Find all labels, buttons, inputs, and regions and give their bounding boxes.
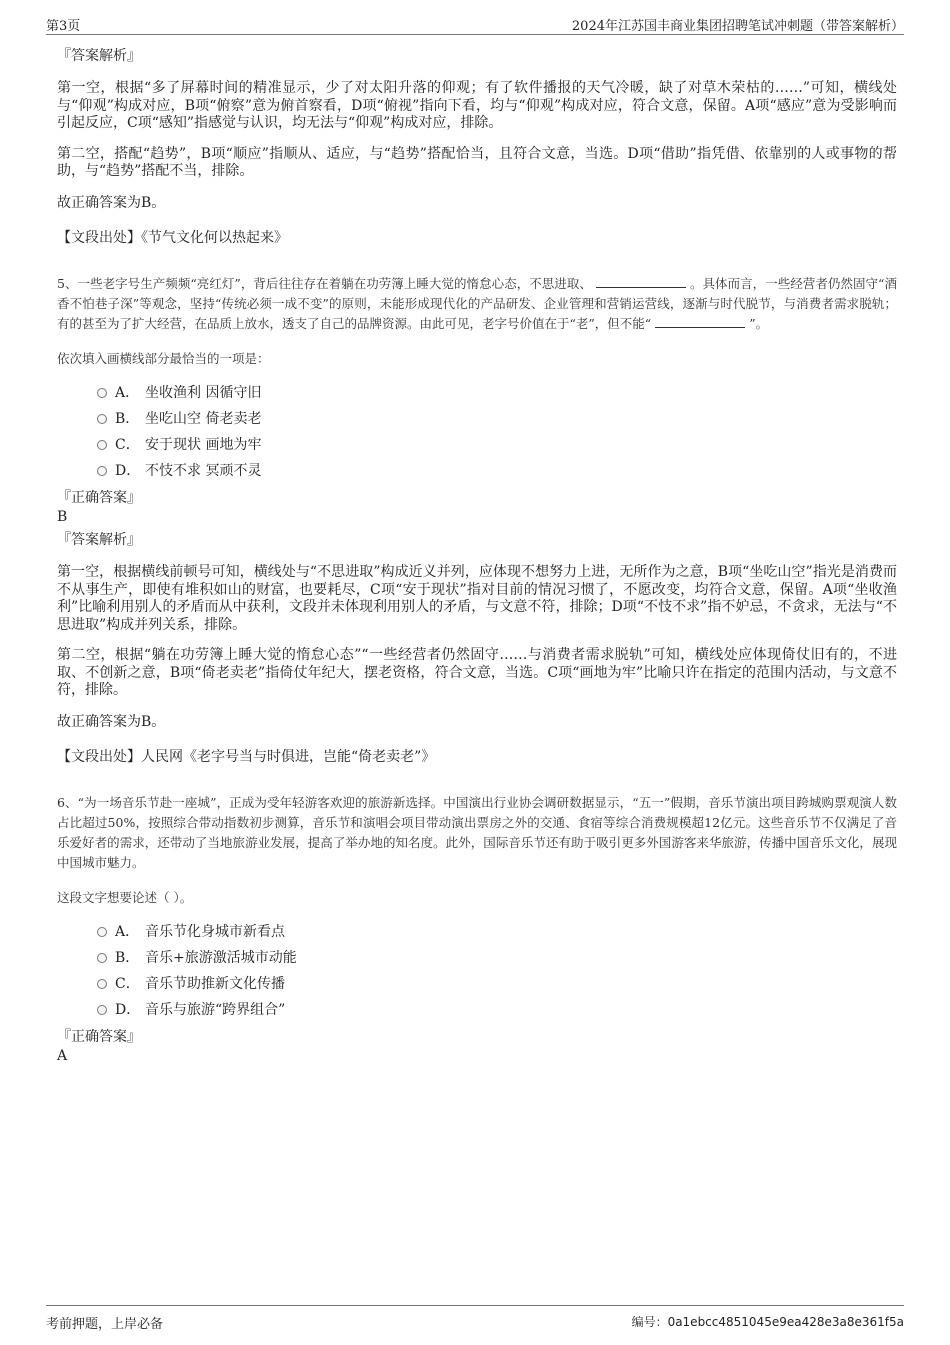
q5-analysis-para-2: 第二空，根据“躺在功劳簿上睡大觉的惰怠心态”“一些经营者仍然固守……与消费者需求脱轨”可知，横线处应体现倚仗旧有的，不进取、不创新之意，B项“倚老卖老”指倚仗年纪大，摆老资格，符合文意，当选。C项“画地为牢”比喻只许在指定的范围内活动，与文意不符，排除。 bbox=[57, 647, 897, 698]
q5-blank-2 bbox=[655, 315, 745, 328]
radio-icon[interactable] bbox=[97, 414, 107, 424]
q4-analysis-label: 『答案解析』 bbox=[57, 48, 141, 64]
q4-source: 【文段出处】《节气文化何以热起来》 bbox=[57, 230, 288, 246]
q5-options bbox=[57, 380, 897, 484]
page-header bbox=[46, 14, 904, 35]
q6-option-a[interactable]: A． 音乐节化身城市新看点 bbox=[97, 919, 897, 945]
q5-stem bbox=[57, 274, 897, 334]
radio-icon[interactable] bbox=[97, 440, 107, 450]
radio-icon[interactable] bbox=[97, 1005, 107, 1015]
q6-option-d[interactable]: D． 音乐与旅游“跨界组合” bbox=[97, 997, 897, 1023]
q6-prompt: 这段文字想要论述（ ）。 bbox=[57, 890, 193, 905]
q5-option-c[interactable]: C． 安于现状 画地为牢 bbox=[97, 432, 897, 458]
q6-option-c[interactable]: C． 音乐节助推新文化传播 bbox=[97, 971, 897, 997]
q5-stem-part-3: ”。 bbox=[749, 316, 769, 331]
q5-correct-label: 『正确答案』 bbox=[57, 490, 141, 506]
q6-correct-answer: A bbox=[57, 1048, 68, 1064]
q5-stem-part-2: 。具体而言，一些经营者仍然固守“酒香不怕巷子深”等观念，坚持“传统必须一成不变”的原则，未能形成现代化的产品研发、企业管理和营销运营线，逐渐与时代脱节，与消费者需求脱轨；有的甚至为了扩大经营，在品质上放水，透支了自己的品牌资源。由此可见，老字号价值在于“老”，但不能“ bbox=[57, 276, 897, 331]
q5-stem-part-1: 5、一些老字号生产频频“亮红灯”，背后往往存在着躺在功劳簿上睡大觉的惰怠心态，不思进取、 bbox=[57, 276, 592, 291]
footer-slogan: 考前押题，上岸必备 bbox=[46, 1317, 164, 1332]
page-number: 第3页 bbox=[46, 19, 81, 34]
q5-option-b[interactable]: B． 坐吃山空 倚老卖老 bbox=[97, 406, 897, 432]
page-footer bbox=[46, 1305, 904, 1332]
q5-analysis-para-1: 第一空，根据横线前顿号可知，横线处与“不思进取”构成近义并列，应体现不想努力上进，无所作为之意，B项“坐吃山空”指光是消费而不从事生产，即使有堆积如山的财富，也要耗尽，C项“安于现状”指对目前的情况习惯了，不愿改变，均符合文意，保留。A项“坐收渔利”比喻利用别人的矛盾而从中获利，文段并未体现利用别人的矛盾，与文意不符，排除；D项“不忮不求”指不妒忌，不贪求，无法与“不思进取”构成并列关系，排除。 bbox=[57, 564, 897, 633]
q5-option-a[interactable]: A． 坐收渔利 因循守旧 bbox=[97, 380, 897, 406]
q5-analysis-label: 『答案解析』 bbox=[57, 532, 141, 548]
q4-analysis-para-1: 第一空，根据“多了屏幕时间的精准显示，少了对太阳升落的仰观；有了软件播报的天气冷暖，缺了对草木荣枯的……”可知，横线处与“仰观”构成对应，B项“俯察”意为俯首察看，D项“俯视”指向下看，均与“仰观”构成对应，符合文意，保留。A项“感应”意为受影响而引起反应，C项“感知”指感觉与认识，均无法与“仰观”构成对应，排除。 bbox=[57, 80, 897, 131]
q6-stem: 6、“为一场音乐节赴一座城”，正成为受年轻游客欢迎的旅游新选择。中国演出行业协会调研数据显示，“五一”假期，音乐节演出项目跨城购票观演人数占比超过50%，按照综合带动指数初步测算，音乐节和演唱会项目带动演出票房之外的交通、食宿等综合消费规模超12亿元。这些音乐节不仅满足了音乐爱好者的需求，还带动了当地旅游业发展，提高了举办地的知名度。此外，国际音乐节还有助于吸引更多外国游客来华旅游，传播中国音乐文化，展现中国城市魅力。 bbox=[57, 795, 897, 870]
radio-icon[interactable] bbox=[97, 388, 107, 398]
q5-prompt: 依次填入画横线部分最恰当的一项是： bbox=[57, 351, 270, 366]
q5-option-d[interactable]: D． 不忮不求 冥顽不灵 bbox=[97, 458, 897, 484]
q4-conclusion: 故正确答案为B。 bbox=[57, 194, 166, 211]
radio-icon[interactable] bbox=[97, 979, 107, 989]
q5-correct-answer: B bbox=[57, 509, 68, 525]
document-id: 编号：0a1ebcc4851045e9ea428e3a8e361f5a bbox=[631, 1315, 904, 1329]
document-title: 2024年江苏国丰商业集团招聘笔试冲刺题（带答案解析） bbox=[571, 19, 904, 34]
q5-blank-1 bbox=[596, 275, 686, 288]
radio-icon[interactable] bbox=[97, 466, 107, 476]
q4-analysis-para-2: 第二空，搭配“趋势”，B项“顺应”指顺从、适应，与“趋势”搭配恰当，且符合文意，当选。D项“借助”指凭借、依靠别的人或事物的帮助，与“趋势”搭配不当，排除。 bbox=[57, 145, 897, 179]
q6-option-b[interactable]: B． 音乐+旅游激活城市动能 bbox=[97, 945, 897, 971]
radio-icon[interactable] bbox=[97, 927, 107, 937]
q6-options bbox=[57, 919, 897, 1023]
radio-icon[interactable] bbox=[97, 953, 107, 963]
q5-source: 【文段出处】人民网《老字号当与时俱进，岂能“倚老卖老”》 bbox=[57, 749, 436, 765]
q5-conclusion: 故正确答案为B。 bbox=[57, 713, 166, 730]
document-body bbox=[57, 42, 897, 1067]
q6-correct-label: 『正确答案』 bbox=[57, 1029, 141, 1045]
